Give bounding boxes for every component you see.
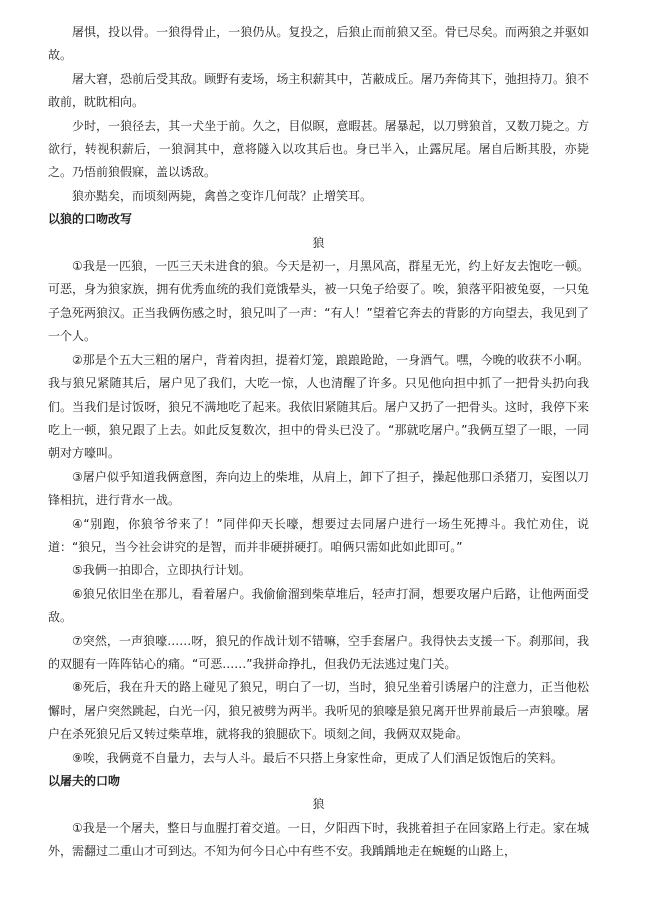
section-heading-wolf: 以狼的口吻改写 xyxy=(48,212,133,227)
wolf-paragraph: ⑨唉，我俩竟不自量力，去与人斗。最后不只搭上身家性命，更成了人们酒足饭饱后的笑料。 xyxy=(72,750,563,765)
wolf-paragraph: ⑦突然，一声狼嚎……呀，狼兄的作战计划不错嘛，空手套屠户。我得快去支援一下。刹那间，我的双腿有一阵阵钻心的痛。“可恶……”我拼命挣扎，但我仍无法逃过鬼门关。 xyxy=(48,633,589,671)
wolf-paragraph: ⑧死后，我在升天的路上碰见了狼兄，明白了一切，当时，狼兄坐着引诱屠户的注意力，正当他松懈时，屠户突然跳起，白光一闪，狼兄被劈为两半。我听见的狼嚎是狼兄离开世界前最后一声狼嚎。屠户在杀死狼兄后又转过柴草堆，就将我的狼腿砍下。顷刻之间，我俩双双毙命。 xyxy=(48,680,589,742)
wolf-paragraph: ①我是一匹狼，一匹三天未进食的狼。今天是初一，月黑风高，群星无光，约上好友去饱吃一顿。可恶，身为狼家族，拥有优秀血统的我们竟饿晕头，被一只兔子给耍了。唉，狼落平阳被兔耍，一只兔子急死两狼汉。正当我俩伤感之时，狼兄叫了一声：“有人！”望着它奔去的背影的方向望去，我见到了一个人。 xyxy=(48,259,589,344)
original-paragraph: 屠大窘，恐前后受其敌。顾野有麦场，场主积薪其中，苫蔽成丘。屠乃奔倚其下，弛担持刀。狼不敢前，眈眈相向。 xyxy=(48,71,589,110)
wolf-paragraph: ④“别跑，你狼爷爷来了！”同伴仰天长嚎，想要过去同屠户进行一场生死搏斗。我忙劝住，说道：“狼兄，当今社会讲究的是智，而并非硬拼硬打。咱俩只需如此如此即可。” xyxy=(48,516,589,554)
original-paragraph: 少时，一狼径去，其一犬坐于前。久之，目似瞑，意暇甚。屠暴起，以刀劈狼首，又数刀毙之。方欲行，转视积薪后，一狼洞其中，意将隧入以攻其后也。身已半入，止露尻尾。屠自后断其股，亦毙之。乃悟前狼假寐，盖以诱敌。 xyxy=(48,118,589,180)
wolf-paragraph: ②那是个五大三粗的屠户，背着肉担，提着灯笼，踉踉跄跄，一身酒气。嘿，今晚的收获不小啊。我与狼兄紧随其后，屠户见了我们，大吃一惊，人也清醒了许多。只见他向担中抓了一把骨头扔向我们。当我们是讨饭呀，狼兄不满地吃了起来。我依旧紧随其后。屠户又扔了一把骨头。这时，我停下来吃上一顿，狼兄跟了上去。如此反复数次，担中的骨头已没了。“那就吃屠户。”我俩互望了一眼，一同朝对方嚎叫。 xyxy=(48,352,589,461)
section-title-wolf: 狼 xyxy=(312,235,325,250)
wolf-paragraph: ③屠户似乎知道我俩意图，奔向边上的柴堆，从肩上，卸下了担子，操起他那口杀猪刀，妄图以刀锋相抗，进行背水一战。 xyxy=(48,469,589,508)
original-paragraph: 屠惧，投以骨。一狼得骨止，一狼仍从。复投之，后狼止而前狼又至。骨已尽矣。而两狼之并驱如故。 xyxy=(48,25,589,63)
original-paragraph: 狼亦黠矣，而顷刻两毙，禽兽之变诈几何哉？止增笑耳。 xyxy=(72,188,373,203)
wolf-paragraph: ⑤我俩一拍即合，立即执行计划。 xyxy=(72,563,251,578)
butcher-paragraph: ①我是一个屠夫，整日与血腥打着交道。一日，夕阳西下时，我挑着担子在回家路上行走。家在城外，需翻过二重山才可到达。不知为何今日心中有些不安。我踽踽地走在蜿蜒的山路上， xyxy=(48,820,589,859)
section-title-butcher: 狼 xyxy=(312,797,325,812)
wolf-paragraph: ⑥狼兄依旧坐在那儿，看着屠户。我偷偷溜到柴草堆后，轻声打洞，想要攻屠户后路，让他两面受敌。 xyxy=(48,586,589,625)
section-heading-butcher: 以屠夫的口吻 xyxy=(48,774,121,788)
